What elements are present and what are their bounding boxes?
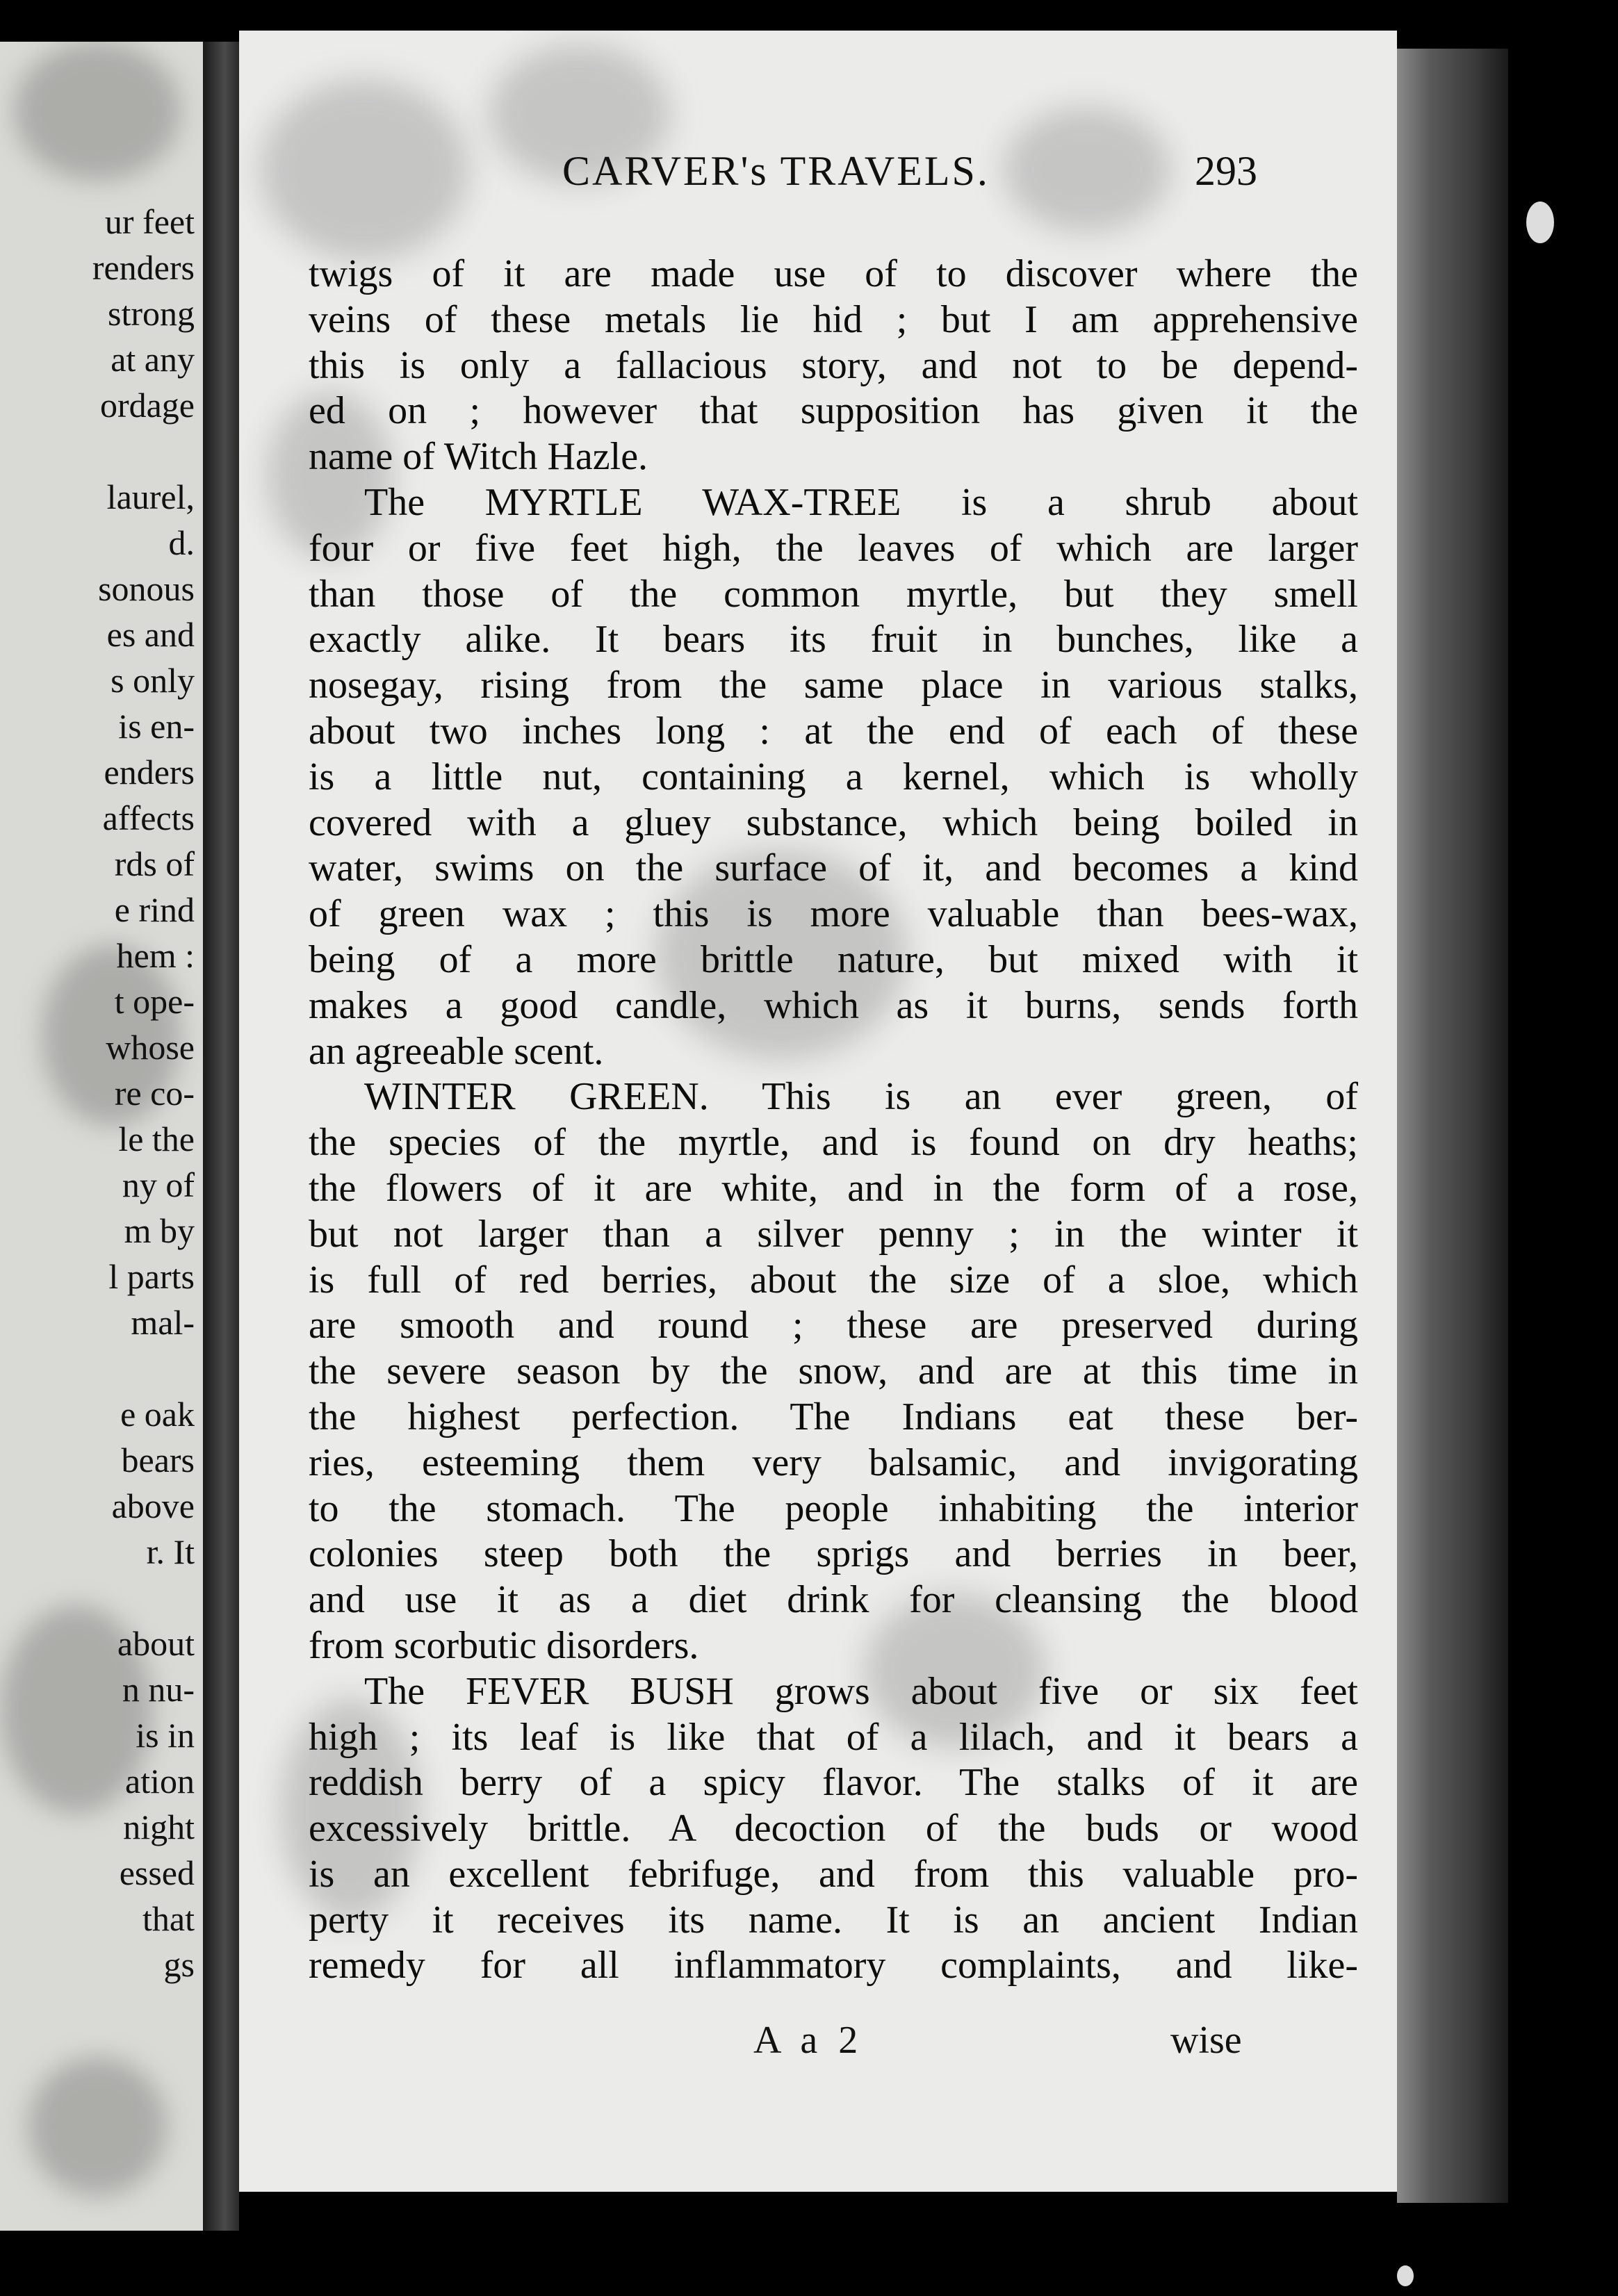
left-page-line: at any xyxy=(111,340,195,379)
left-page-line: r. It xyxy=(146,1532,195,1571)
stain xyxy=(14,42,181,181)
left-page-line: t ope- xyxy=(114,982,195,1021)
text-line: is an excellent febrifuge, and from this valuable pro- xyxy=(309,1852,1358,1896)
text-line: high ; its leaf is like that of a lilach, and it bears a xyxy=(309,1715,1358,1759)
left-page-line: es and xyxy=(106,615,195,654)
left-page-line: m by xyxy=(124,1211,195,1250)
left-page-line: above xyxy=(111,1486,195,1525)
text-line: the flowers of it are white, and in the form of a rose, xyxy=(309,1166,1358,1210)
left-page-line: ordage xyxy=(99,386,195,425)
text-line: ed on ; however that supposition has given it the xyxy=(309,389,1358,433)
right-page xyxy=(239,31,1397,2192)
text-line: remedy for all inflammatory complaints, and like- xyxy=(309,1944,1358,1987)
text-line: are smooth and round ; these are preserved during xyxy=(309,1304,1358,1347)
text-line: veins of these metals lie hid ; but I am apprehensive xyxy=(309,297,1358,341)
text-line: ries, esteeming them very balsamic, and invigorating xyxy=(309,1441,1358,1484)
text-line: and use it as a diet drink for cleansing the blood xyxy=(309,1578,1358,1622)
text-line: the species of the myrtle, and is found on dry heaths; xyxy=(309,1121,1358,1165)
left-page-line: s only xyxy=(111,661,195,700)
left-page-line: about xyxy=(117,1624,195,1663)
left-page-line: that xyxy=(142,1899,195,1938)
text-line: The FEVER BUSH grows about five or six feet xyxy=(364,1669,1358,1713)
page-header xyxy=(239,147,1397,203)
left-page-line: bears xyxy=(121,1441,195,1479)
text-line: the severe season by the snow, and are at this time in xyxy=(309,1350,1358,1393)
left-page-line: ur feet xyxy=(104,202,195,241)
text-line: excessively brittle. A decoction of the buds or wood xyxy=(309,1807,1358,1851)
text-line: The MYRTLE WAX-TREE is a shrub about xyxy=(364,480,1358,524)
running-head: CARVER's TRAVELS. xyxy=(562,148,990,194)
text-line: the highest perfection. The Indians eat these ber- xyxy=(309,1395,1358,1438)
left-page-line: mal- xyxy=(131,1303,195,1342)
left-page-line: l parts xyxy=(108,1257,195,1296)
left-page-line: re co- xyxy=(114,1074,195,1113)
signature-mark: A a 2 xyxy=(753,2019,864,2062)
text-line: WINTER GREEN. This is an ever green, of xyxy=(364,1075,1358,1119)
left-page-line: ation xyxy=(125,1762,195,1801)
body-text xyxy=(309,252,1358,1989)
text-line: twigs of it are made use of to discover where the xyxy=(309,252,1358,295)
left-page-line: laurel, xyxy=(106,477,195,516)
text-line: an agreeable scent. xyxy=(309,1029,604,1073)
text-line: four or five feet high, the leaves of which are larger xyxy=(309,526,1358,570)
left-page-line: essed xyxy=(119,1853,195,1892)
left-page-line: d. xyxy=(168,523,195,562)
left-page-line: enders xyxy=(104,753,195,792)
page-edges xyxy=(1397,49,1508,2203)
left-page-line: renders xyxy=(92,248,195,287)
text-line: about two inches long : at the end of each of these xyxy=(309,709,1358,753)
left-page-line: e rind xyxy=(114,890,195,929)
dust-speck xyxy=(1526,202,1554,243)
text-line: covered with a gluey substance, which being boiled in xyxy=(309,801,1358,844)
text-line: being of a more brittle nature, but mixed with it xyxy=(309,937,1358,981)
left-page-line: le the xyxy=(118,1120,195,1158)
text-line: perty it receives its name. It is an ancient Indian xyxy=(309,1898,1358,1942)
text-line: than those of the common myrtle, but they smell xyxy=(309,572,1358,616)
page-number: 293 xyxy=(1195,148,1257,194)
left-page-line: affects xyxy=(102,798,195,837)
text-line: from scorbutic disorders. xyxy=(309,1623,699,1667)
text-line: is full of red berries, about the size of a sloe, which xyxy=(309,1258,1358,1302)
left-page-line: whose xyxy=(106,1028,195,1067)
page-footer xyxy=(239,2018,1397,2074)
text-line: nosegay, rising from the same place in various stalks, xyxy=(309,664,1358,707)
left-page-line: hem : xyxy=(116,936,195,975)
text-line: this is only a fallacious story, and not to be depend- xyxy=(309,343,1358,387)
text-line: reddish berry of a spicy flavor. The stalks of it are xyxy=(309,1761,1358,1805)
text-line: to the stomach. The people inhabiting the interior xyxy=(309,1486,1358,1530)
left-page-line: strong xyxy=(108,294,195,333)
left-page-line: is en- xyxy=(118,707,195,746)
text-line: colonies steep both the sprigs and berries in beer, xyxy=(309,1532,1358,1576)
left-facing-page xyxy=(0,42,203,2231)
left-page-line: n nu- xyxy=(122,1670,195,1709)
left-page-line: night xyxy=(123,1807,195,1846)
text-line: is a little nut, containing a kernel, which is wholly xyxy=(309,755,1358,798)
left-page-line: e oak xyxy=(120,1395,195,1434)
dust-speck xyxy=(1397,2265,1414,2286)
left-page-line: sonous xyxy=(98,569,195,608)
text-line: water, swims on the surface of it, and becomes a kind xyxy=(309,846,1358,890)
text-line: makes a good candle, which as it burns, sends forth xyxy=(309,983,1358,1027)
stain xyxy=(28,2057,167,2196)
book-gutter xyxy=(203,42,239,2231)
text-line: exactly alike. It bears its fruit in bunches, like a xyxy=(309,618,1358,662)
text-line: name of Witch Hazle. xyxy=(309,435,648,479)
catchword: wise xyxy=(1170,2019,1242,2062)
text-line: of green wax ; this is more valuable than bees-wax, xyxy=(309,892,1358,936)
left-page-line: ny of xyxy=(122,1165,195,1204)
text-line: but not larger than a silver penny ; in the winter it xyxy=(309,1212,1358,1256)
left-page-line: gs xyxy=(163,1945,195,1984)
left-page-line: is in xyxy=(136,1716,195,1755)
left-page-line: rds of xyxy=(114,844,195,883)
